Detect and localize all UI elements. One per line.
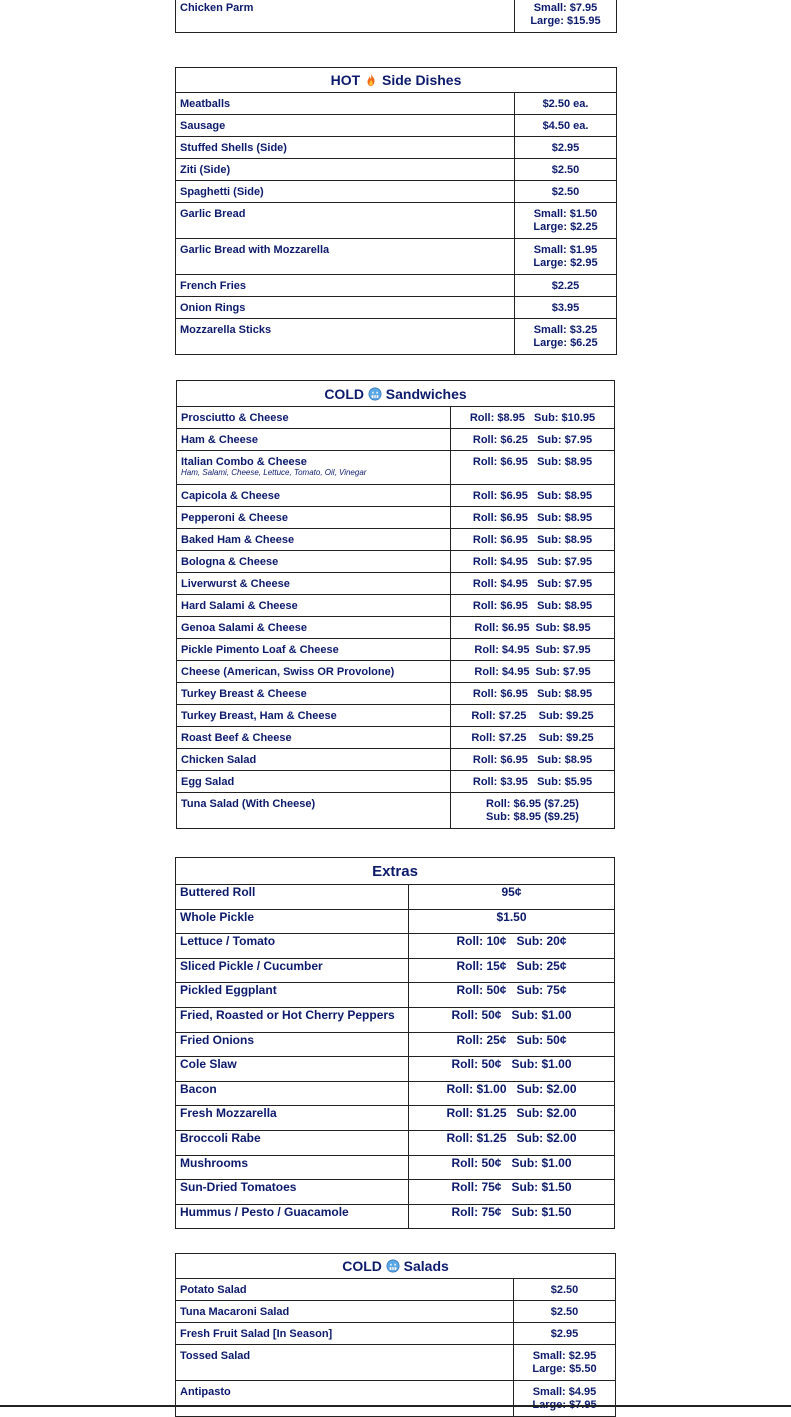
menu-row — [177, 429, 615, 451]
price-line: Roll: $6.95 Sub: $8.95 — [472, 490, 593, 502]
menu-row — [177, 749, 615, 771]
menu-row — [176, 1106, 615, 1131]
menu-item-price — [409, 983, 615, 1008]
menu-item-price — [515, 275, 617, 297]
menu-item-name — [176, 1301, 514, 1323]
item-name-text: Chicken Parm — [180, 2, 254, 14]
price-line: Roll: $1.25 Sub: $2.00 — [446, 1106, 577, 1121]
menu-row — [176, 319, 617, 355]
menu-item-name — [176, 1381, 514, 1417]
menu-item-name — [177, 639, 451, 661]
price-line: Roll: 15¢ Sub: 25¢ — [456, 958, 567, 973]
item-name-text: Prosciutto & Cheese — [181, 412, 289, 424]
menu-item-name — [176, 1007, 409, 1032]
menu-item-name — [176, 93, 515, 115]
price-line: Roll: $3.95 Sub: $5.95 — [472, 776, 593, 788]
item-name-text: French Fries — [180, 280, 247, 292]
price-line: Large: $2.95 — [533, 257, 598, 269]
item-name-text: Egg Salad — [181, 776, 235, 788]
menu-item-price — [515, 159, 617, 181]
menu-item-name — [176, 181, 515, 203]
cold-sandwiches-title: COLD Sandwiches — [177, 381, 615, 407]
menu-item-price — [515, 239, 617, 275]
menu-row — [176, 1323, 616, 1345]
menu-row — [176, 1301, 616, 1323]
menu-row — [177, 771, 615, 793]
menu-row — [176, 958, 615, 983]
item-name-text: Spaghetti (Side) — [180, 186, 264, 198]
item-name-text: Mozzarella Sticks — [180, 324, 272, 336]
menu-item-price — [451, 683, 615, 705]
hot-side-dishes-title: HOT Side Dishes — [176, 68, 617, 93]
price-line: Roll: $6.95 Sub: $8.95 — [472, 534, 593, 546]
menu-item-name — [176, 1155, 409, 1180]
item-name-text: Lettuce / Tomato — [180, 934, 276, 949]
menu-item-price — [409, 1057, 615, 1082]
menu-item-price — [451, 639, 615, 661]
menu-row — [177, 595, 615, 617]
menu-row — [177, 485, 615, 507]
price-line: Roll: 75¢ Sub: $1.50 — [451, 1204, 572, 1219]
item-name-text: Onion Rings — [180, 302, 246, 314]
item-name-text: Sausage — [180, 120, 226, 132]
menu-item-name — [177, 573, 451, 595]
menu-row — [176, 239, 617, 275]
price-line: $2.50 — [550, 1284, 579, 1296]
menu-item-price — [515, 319, 617, 355]
menu-item-price — [409, 909, 615, 934]
menu-item-name — [176, 319, 515, 355]
item-name-text: Chicken Salad — [181, 754, 257, 766]
menu-row — [176, 115, 617, 137]
menu-item-name — [177, 429, 451, 451]
menu-row — [176, 934, 615, 959]
menu-item-price — [515, 203, 617, 239]
menu-item-price — [515, 0, 617, 33]
menu-item-name — [177, 793, 451, 829]
item-name-text: Ziti (Side) — [180, 164, 231, 176]
price-line: $2.50 — [550, 1306, 579, 1318]
menu-row — [176, 1279, 616, 1301]
item-name-text: Potato Salad — [180, 1284, 247, 1296]
item-name-text: Cole Slaw — [180, 1057, 237, 1072]
item-name-text: Cheese (American, Swiss OR Provolone) — [181, 666, 395, 678]
item-name-text: Pickled Eggplant — [180, 983, 277, 998]
menu-item-name — [176, 1279, 514, 1301]
menu-item-name — [176, 1180, 409, 1205]
item-name-text: Pepperoni & Cheese — [181, 512, 288, 524]
price-line: Large: $15.95 — [530, 15, 601, 27]
price-line: Roll: 50¢ Sub: $1.00 — [451, 1007, 572, 1022]
price-line: $2.50 ea. — [542, 98, 589, 110]
menu-row — [176, 1032, 615, 1057]
menu-row — [176, 1057, 615, 1082]
price-line: $2.25 — [551, 280, 580, 292]
item-name-text: Stuffed Shells (Side) — [180, 142, 287, 154]
menu-row — [177, 551, 615, 573]
item-name-text: Fried, Roasted or Hot Cherry Peppers — [180, 1007, 395, 1022]
menu-item-price — [409, 1180, 615, 1205]
menu-item-name — [177, 617, 451, 639]
menu-item-price — [451, 793, 615, 829]
menu-row — [177, 683, 615, 705]
price-line: 95¢ — [501, 885, 522, 899]
menu-item-price — [451, 771, 615, 793]
partial-menu-table — [175, 0, 617, 33]
menu-item-name — [177, 727, 451, 749]
menu-row — [176, 1081, 615, 1106]
menu-item-name — [177, 529, 451, 551]
menu-item-price — [409, 934, 615, 959]
menu-item-name — [176, 1106, 409, 1131]
item-name-text: Fresh Mozzarella — [180, 1106, 277, 1121]
menu-item-name — [176, 1345, 514, 1381]
price-line: $2.50 — [551, 186, 580, 198]
menu-row — [176, 137, 617, 159]
menu-item-price — [451, 507, 615, 529]
price-line: Roll: $4.95 Sub: $7.95 — [472, 578, 593, 590]
menu-row — [177, 727, 615, 749]
menu-item-price — [515, 181, 617, 203]
item-description: Ham, Salami, Cheese, Lettuce, Tomato, Oil, Vinegar — [181, 468, 367, 477]
fire-icon — [364, 73, 378, 87]
menu-item-name — [176, 297, 515, 319]
price-line: Roll: $1.25 Sub: $2.00 — [446, 1130, 577, 1145]
hot-side-dishes-table — [175, 67, 617, 355]
menu-row — [177, 793, 615, 829]
menu-row — [176, 181, 617, 203]
menu-item-price — [409, 1032, 615, 1057]
menu-row — [176, 159, 617, 181]
menu-item-price — [451, 727, 615, 749]
menu-row — [176, 0, 617, 33]
price-line: Small: $4.95 — [532, 1386, 597, 1398]
item-name-text: Sun-Dried Tomatoes — [180, 1180, 297, 1195]
price-line: $2.95 — [551, 142, 580, 154]
menu-item-price — [451, 749, 615, 771]
menu-row — [176, 1381, 616, 1417]
menu-item-name — [176, 0, 515, 33]
price-line: Roll: $4.95 Sub: $7.95 — [472, 556, 593, 568]
price-line: Large: $5.50 — [532, 1363, 597, 1375]
item-name-text: Hummus / Pesto / Guacamole — [180, 1204, 349, 1219]
menu-row — [176, 1180, 615, 1205]
menu-item-name — [176, 958, 409, 983]
menu-item-price — [451, 705, 615, 727]
menu-row — [176, 1130, 615, 1155]
menu-item-name — [177, 551, 451, 573]
price-line: Small: $1.95 — [533, 244, 598, 256]
item-name-text: Fresh Fruit Salad [In Season] — [180, 1328, 333, 1340]
menu-item-name — [176, 275, 515, 297]
menu-item-name — [177, 595, 451, 617]
menu-item-name — [177, 661, 451, 683]
item-name-text: Genoa Salami & Cheese — [181, 622, 307, 634]
menu-item-name — [177, 771, 451, 793]
item-name-text: Turkey Breast & Cheese — [181, 688, 307, 700]
menu-item-price — [515, 93, 617, 115]
menu-item-price — [451, 429, 615, 451]
price-line: Roll: $6.95 ($7.25) — [486, 798, 579, 810]
price-line: Roll: $6.25 Sub: $7.95 — [472, 434, 593, 446]
menu-item-price — [451, 595, 615, 617]
extras-table — [175, 857, 615, 1229]
menu-item-name — [176, 203, 515, 239]
menu-row — [176, 983, 615, 1008]
price-line: Small: $1.50 — [533, 208, 598, 220]
price-line: Roll: 10¢ Sub: 20¢ — [456, 934, 567, 949]
price-line: $2.95 — [550, 1328, 579, 1340]
menu-item-name — [176, 1081, 409, 1106]
item-name-text: Hard Salami & Cheese — [181, 600, 298, 612]
cold-face-icon — [386, 1259, 400, 1273]
cold-sandwiches-table — [176, 380, 615, 829]
price-line: Small: $2.95 — [532, 1350, 597, 1362]
item-name-text: Fried Onions — [180, 1032, 255, 1047]
menu-item-name — [176, 239, 515, 275]
cold-salads-table — [175, 1253, 616, 1417]
menu-item-price — [514, 1301, 616, 1323]
item-name-text: Buttered Roll — [180, 885, 256, 899]
price-line: Roll: 25¢ Sub: 50¢ — [456, 1032, 567, 1047]
menu-item-name — [176, 159, 515, 181]
menu-item-name — [176, 115, 515, 137]
menu-item-price — [514, 1323, 616, 1345]
menu-row — [177, 573, 615, 595]
item-name-text: Meatballs — [180, 98, 231, 110]
menu-item-name — [177, 485, 451, 507]
item-name-text: Garlic Bread with Mozzarella — [180, 244, 330, 256]
menu-item-price — [514, 1345, 616, 1381]
extras-title: Extras — [176, 858, 615, 885]
menu-row — [177, 617, 615, 639]
price-line: Roll: $6.95 Sub: $8.95 — [472, 456, 593, 468]
menu-item-name — [176, 983, 409, 1008]
menu-item-price — [409, 958, 615, 983]
item-name-text: Baked Ham & Cheese — [181, 534, 295, 546]
price-line: Roll: 50¢ Sub: $1.00 — [451, 1057, 572, 1072]
item-name-text: Antipasto — [180, 1386, 231, 1398]
menu-item-name — [176, 1204, 409, 1229]
price-line: Roll: $6.95 Sub: $8.95 — [472, 512, 593, 524]
price-line: Roll: $6.95 Sub: $8.95 — [472, 600, 593, 612]
menu-row — [177, 407, 615, 429]
menu-item-price — [409, 1106, 615, 1131]
price-line: Roll: 50¢ Sub: 75¢ — [456, 983, 567, 998]
menu-row — [176, 1155, 615, 1180]
menu-item-price — [409, 1155, 615, 1180]
menu-item-name — [176, 909, 409, 934]
price-line: Small: $3.25 — [533, 324, 598, 336]
menu-item-name — [177, 705, 451, 727]
menu-item-price — [451, 451, 615, 485]
item-name-text: Capicola & Cheese — [181, 490, 281, 502]
price-line: Roll: $6.95 Sub: $8.95 — [474, 622, 591, 634]
item-name-text: Turkey Breast, Ham & Cheese — [181, 710, 337, 722]
menu-item-price — [515, 115, 617, 137]
menu-item-price — [451, 529, 615, 551]
menu-row — [176, 885, 615, 910]
price-line: Large: $2.25 — [533, 221, 598, 233]
item-name-text: Tuna Macaroni Salad — [180, 1306, 290, 1318]
menu-item-name — [177, 683, 451, 705]
menu-item-price — [451, 617, 615, 639]
item-name-text: Bologna & Cheese — [181, 556, 279, 568]
menu-item-price — [409, 1081, 615, 1106]
menu-row — [176, 275, 617, 297]
price-line: Roll: $6.95 Sub: $8.95 — [472, 688, 593, 700]
menu-item-price — [514, 1381, 616, 1417]
menu-item-name — [177, 451, 451, 485]
price-line: $3.95 — [551, 302, 580, 314]
menu-item-name — [177, 407, 451, 429]
price-line: Roll: 50¢ Sub: $1.00 — [451, 1155, 572, 1170]
menu-item-price — [409, 885, 615, 910]
item-name-text: Mushrooms — [180, 1155, 249, 1170]
item-name-text: Italian Combo & Cheese — [181, 456, 307, 468]
menu-item-price — [409, 1007, 615, 1032]
menu-item-price — [451, 551, 615, 573]
item-name-text: Broccoli Rabe — [180, 1130, 261, 1145]
menu-item-name — [176, 934, 409, 959]
menu-row — [176, 1007, 615, 1032]
price-line: Roll: $8.95 Sub: $10.95 — [469, 412, 596, 424]
price-line: Roll: $6.95 Sub: $8.95 — [472, 754, 593, 766]
item-name-text: Tossed Salad — [180, 1350, 251, 1362]
menu-item-name — [176, 1057, 409, 1082]
item-name-text: Ham & Cheese — [181, 434, 259, 446]
price-line: Large: $6.25 — [533, 337, 598, 349]
menu-item-price — [409, 1130, 615, 1155]
menu-item-price — [409, 1204, 615, 1229]
menu-item-price — [515, 137, 617, 159]
menu-row — [177, 529, 615, 551]
price-line: $4.50 ea. — [542, 120, 589, 132]
menu-row — [177, 705, 615, 727]
price-line: $1.50 — [496, 909, 527, 924]
price-line: Roll: $7.25 Sub: $9.25 — [471, 732, 594, 744]
price-line: Roll: $4.95 Sub: $7.95 — [474, 644, 591, 656]
item-name-text: Garlic Bread — [180, 208, 246, 220]
menu-item-price — [515, 297, 617, 319]
menu-row — [176, 1204, 615, 1229]
item-name-text: Bacon — [180, 1081, 217, 1096]
price-line: Roll: 75¢ Sub: $1.50 — [451, 1180, 572, 1195]
price-line: Sub: $8.95 ($9.25) — [486, 811, 579, 823]
cold-salads-title: COLD Salads — [176, 1254, 616, 1279]
item-name-text: Whole Pickle — [180, 909, 255, 924]
menu-item-name — [176, 885, 409, 910]
item-name-text: Pickle Pimento Loaf & Cheese — [181, 644, 339, 656]
menu-row — [177, 661, 615, 683]
menu-item-price — [451, 485, 615, 507]
price-line: Roll: $4.95 Sub: $7.95 — [474, 666, 591, 678]
item-name-text: Sliced Pickle / Cucumber — [180, 958, 323, 973]
cold-face-icon — [368, 387, 382, 401]
menu-item-name — [177, 507, 451, 529]
page-bottom-border — [0, 1405, 791, 1407]
menu-row — [176, 203, 617, 239]
menu-item-name — [176, 1032, 409, 1057]
menu-item-name — [176, 1323, 514, 1345]
menu-row — [176, 909, 615, 934]
menu-item-name — [176, 1130, 409, 1155]
menu-row — [177, 507, 615, 529]
item-name-text: Liverwurst & Cheese — [181, 578, 290, 590]
menu-item-name — [176, 137, 515, 159]
item-name-text: Roast Beef & Cheese — [181, 732, 292, 744]
menu-row — [176, 297, 617, 319]
price-line: Small: $7.95 — [533, 2, 598, 14]
price-line: Roll: $1.00 Sub: $2.00 — [446, 1081, 577, 1096]
menu-item-price — [451, 573, 615, 595]
menu-row — [176, 93, 617, 115]
price-line: Roll: $7.25 Sub: $9.25 — [471, 710, 594, 722]
menu-row — [177, 451, 615, 485]
item-name-text: Tuna Salad (With Cheese) — [181, 798, 316, 810]
menu-row — [176, 1345, 616, 1381]
menu-row — [177, 639, 615, 661]
menu-item-price — [451, 407, 615, 429]
menu-item-price — [514, 1279, 616, 1301]
price-line: $2.50 — [551, 164, 580, 176]
menu-item-name — [177, 749, 451, 771]
menu-item-price — [451, 661, 615, 683]
